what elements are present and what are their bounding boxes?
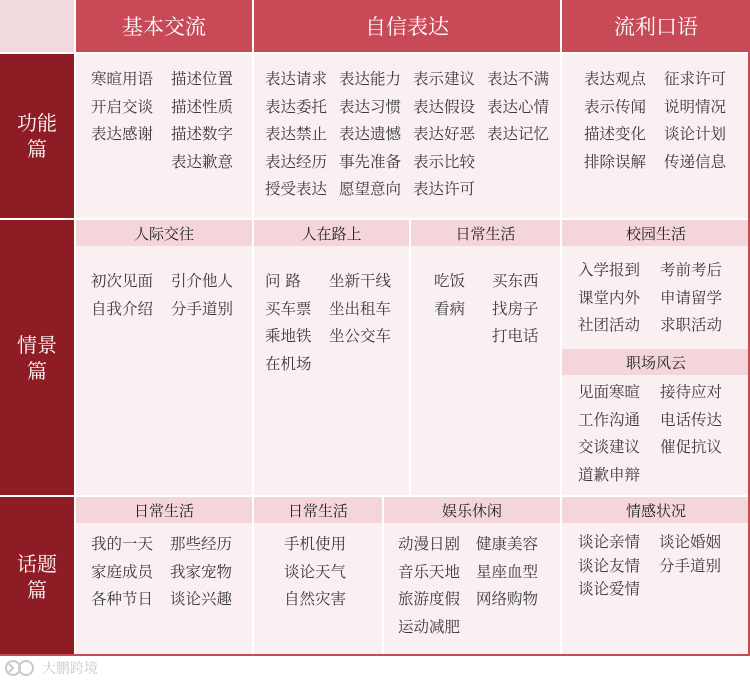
scene-group-title: 人际交往 (76, 220, 252, 246)
watermark (4, 657, 98, 679)
scene-cell-3 (411, 220, 560, 495)
section-label-topic: 话题篇 (0, 497, 74, 656)
brand-logo-icon (4, 658, 38, 678)
scene-group-title: 校园生活 (562, 220, 750, 246)
topic-list-leisure: 动漫日剧 健康美容 音乐天地 星座血型 旅游度假 网络购物 运动减肥 (398, 535, 539, 636)
column-header-fluent: 流利口语 (562, 0, 750, 52)
scene-list-campus: 入学报到 考前考后 课堂内外 申请留学 社团活动 求职活动 (578, 261, 723, 334)
section-label-function: 功能篇 (0, 54, 74, 218)
function-basic-list: 寒暄用语 描述位置 开启交谈 描述性质 表达感谢 描述数字 表达歉意 (91, 70, 234, 171)
topic-list-daily: 我的一天 那些经历 家庭成员 我家宠物 各种节日 谈论兴趣 (91, 535, 233, 608)
scene-list-daily: 吃饭 买东西 看病 找房子 打电话 (434, 272, 539, 345)
function-confident-list: 表达请求 表达能力 表示建议 表达不满 表达委托 表达习惯 表达假设 表达心情 表达禁止 表达遗憾 表达好恶 表达记忆 表达经历 事先准备 表示比较 授受表达 愿望意向 表达许可 (265, 70, 550, 198)
topic-group-title: 日常生活 (76, 497, 252, 523)
scene-cell-1 (76, 220, 252, 495)
scene-group-title: 职场风云 (562, 349, 750, 375)
scene-list-interpersonal: 初次见面 引介他人 自我介绍 分手道别 (91, 272, 234, 318)
topic-group-title: 情感状况 (562, 497, 750, 523)
scene-list-travel: 问 路 坐新干线 买车票 坐出租车 乘地铁 坐公交车 在机场 (265, 272, 392, 373)
column-header-confident: 自信表达 (254, 0, 560, 52)
scene-group-title: 日常生活 (411, 220, 560, 246)
column-header-basic: 基本交流 (76, 0, 252, 52)
scene-group-title: 人在路上 (254, 220, 409, 246)
bottom-border (0, 654, 750, 656)
topic-group-title: 娱乐休闲 (384, 497, 560, 523)
function-fluent-list: 表达观点 征求许可 表示传闻 说明情况 描述变化 谈论计划 排除误解 传递信息 (584, 70, 727, 171)
scene-list-workplace: 见面寒暄 接待应对 工作沟通 电话传达 交谈建议 催促抗议 道歉申辩 (578, 383, 723, 484)
topic-list-daily-2: 手机使用 谈论天气 自然灾害 (284, 535, 347, 608)
topic-group-title: 日常生活 (254, 497, 382, 523)
section-label-scene: 情景篇 (0, 220, 74, 495)
watermark-text: 大鹏跨境 (42, 661, 98, 677)
header-corner (0, 0, 74, 52)
topic-list-emotion: 谈论亲情 谈论婚姻 谈论友情 分手道别 谈论爱情 (578, 533, 722, 598)
